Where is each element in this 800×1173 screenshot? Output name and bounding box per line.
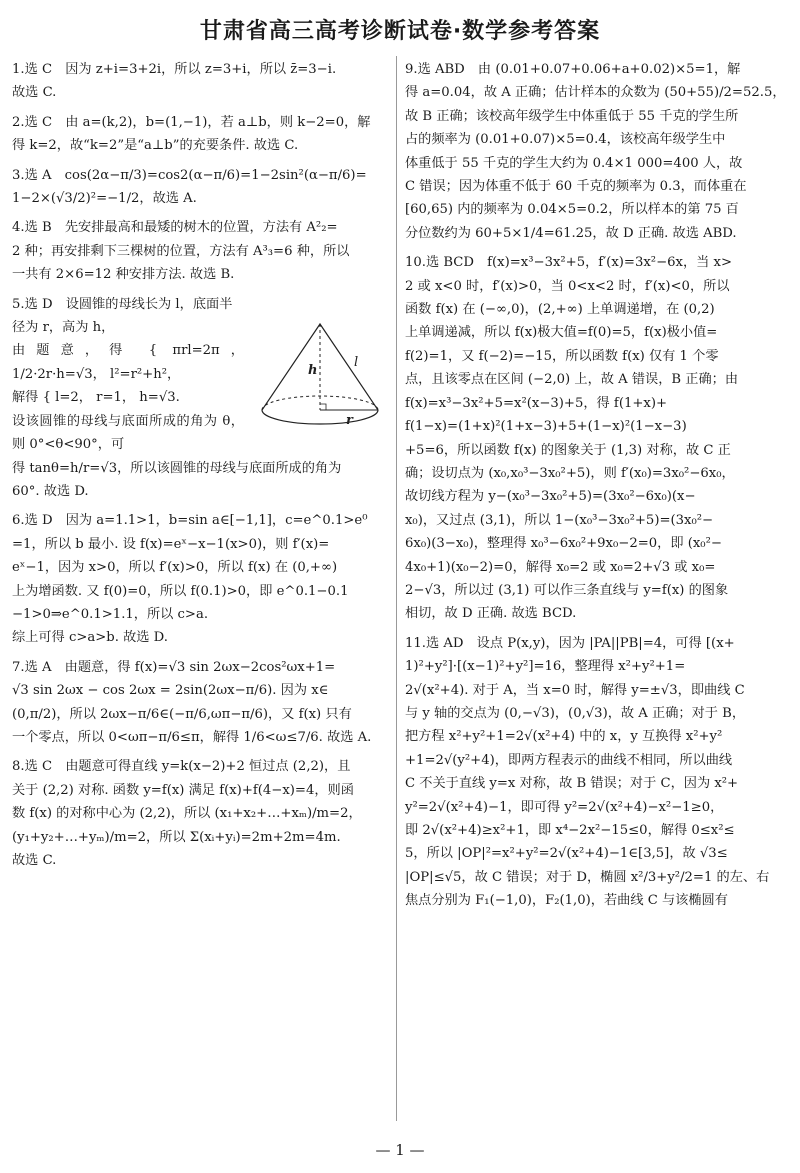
label-r: r xyxy=(346,413,353,429)
answer-line: 与 y 轴的交点为 (0,−√3)，(0,√3)，故 A 正确；对于 B， xyxy=(405,705,746,721)
answer-line: 9.选 ABD 由 (0.01+0.07+0.06+a+0.02)×5=1，解 xyxy=(405,62,741,77)
answer-line: 得 a=0.04，故 A 正确；估计样本的众数为 (50+55)/2=52.5， xyxy=(405,85,786,101)
answer-line: 故 B 正确；该校高年级学生中体重低于 55 千克的学生所 xyxy=(405,108,739,124)
answer-q7 xyxy=(12,656,390,750)
answer-line: 解得 { l=2， r=1， h=√3. xyxy=(12,390,180,406)
answer-q11 xyxy=(405,632,790,913)
answer-line: 1−2×(√3/2)²=−1/2，故选 A. xyxy=(12,191,197,207)
answer-line: 确；设切点为 (x₀,x₀³−3x₀²+5)，则 f′(x₀)=3x₀²−6x₀， xyxy=(405,465,735,481)
label-h: h xyxy=(308,363,318,379)
answer-line: 上单调递减，所以 f(x)极大值=f(0)=5，f(x)极小值= xyxy=(405,325,718,341)
answer-line: 4.选 B 先安排最高和最矮的树木的位置，方法有 A²₂= xyxy=(12,220,338,236)
answer-line: f(x)=x³−3x²+5=x²(x−3)+5，得 f(1+x)+ xyxy=(405,395,668,411)
answer-line: 1.选 C 因为 z+i=3+2i，所以 z=3+i，所以 z̄=3−i. xyxy=(12,62,337,77)
answer-line: f(1−x)=(1+x)²(1+x−3)+5+(1−x)²(1−x−3) xyxy=(405,419,687,435)
answer-line: y²=2√(x²+4)−1，即可得 y²=2√(x²+4)−x²−1≥0， xyxy=(405,799,724,815)
answer-line: 函数 f(x) 在 (−∞,0)，(2,+∞) 上单调递增，在 (0,2) xyxy=(405,302,715,318)
answer-line: 一共有 2×6=12 种安排方法. 故选 B. xyxy=(12,267,235,283)
answer-q4 xyxy=(12,216,390,286)
answer-line: 故切线方程为 y−(x₀³−3x₀²+5)=(3x₀²−6x₀)(x− xyxy=(405,489,696,505)
answer-line: 60°. 故选 D. xyxy=(12,483,89,499)
answer-line: +1=2√(y²+4)，即两方程表示的曲线不相同，所以曲线 xyxy=(405,752,733,768)
answer-q2 xyxy=(12,111,390,158)
answer-line: −1>0⇒e^0.1>1.1，所以 c>a. xyxy=(12,606,209,622)
answer-q5 xyxy=(12,293,390,504)
answer-line: (y₁+y₂+…+yₘ)/m=2，所以 Σ(xᵢ+yᵢ)=2m+2m=4m. xyxy=(12,829,341,845)
answer-line: 相切，故 D 正确. 故选 BCD. xyxy=(405,606,577,622)
answer-line: |OP|≤√5，故 C 错误；对于 D，椭圆 x²/3+y²/2=1 的左、右 xyxy=(405,869,770,885)
answer-line: 故选 C. xyxy=(12,853,57,868)
answer-q6 xyxy=(12,509,390,649)
answer-line: 数 f(x) 的对称中心为 (2,2)，所以 (x₁+x₂+…+xₘ)/m=2， xyxy=(12,806,362,822)
page-number: — 1 — xyxy=(375,1141,425,1159)
answer-line: 得 k=2，故“k=2”是“a⊥b”的充要条件. 故选 C. xyxy=(12,138,299,154)
answer-line: 把方程 x²+y²+1=2√(x²+4) 中的 x，y 互换得 x²+y² xyxy=(405,729,723,745)
answer-line: 故选 C. xyxy=(12,85,57,101)
answer-line: 径为 r，高为 h， xyxy=(12,320,115,336)
answer-line: 2√(x²+4). 对于 A，当 x=0 时，解得 y=±√3，即曲线 C xyxy=(405,682,745,698)
answer-line: (0,π/2)，所以 2ωx−π/6∈(−π/6,ωπ−π/6)，又 f(x) 只有 xyxy=(12,706,352,722)
answer-line: 10.选 BCD f(x)=x³−3x²+5，f′(x)=3x²−6x，当 x> xyxy=(405,255,733,271)
answer-line: 占的频率为 (0.01+0.07)×5=0.4，该校高年级学生中 xyxy=(405,132,726,148)
answer-line: 点，且该零点在区间 (−2,0) 上，故 A 错误，B 正确；由 xyxy=(405,372,739,388)
answer-line: 设该圆锥的母线与底面所成的角为 θ，则 0°<θ<90°，可 xyxy=(12,413,244,453)
answer-line: 2 种；再安排剩下三棵树的位置，方法有 A³₃=6 种，所以 xyxy=(12,243,350,259)
answer-line: 8.选 C 由题意可得直线 y=k(x−2)+2 恒过点 (2,2)，且 xyxy=(12,759,351,775)
answer-q9 xyxy=(405,58,790,245)
answer-line: 11.选 AD 设点 P(x,y)，因为 |PA||PB|=4，可得 [(x+ xyxy=(405,635,735,651)
answer-line: 5，所以 |OP|²=x²+y²=2√(x²+4)−1∈[3,5]，故 √3≤ xyxy=(405,846,728,862)
answer-line: 关于 (2,2) 对称. 函数 y=f(x) 满足 f(x)+f(4−x)=4，则函 xyxy=(12,782,354,798)
answer-line: 2.选 C 由 a=(k,2)，b=(1,−1)，若 a⊥b，则 k−2=0，解 xyxy=(12,114,371,130)
answer-line: 2 或 x<0 时，f′(x)>0，当 0<x<2 时，f′(x)<0，所以 xyxy=(405,278,730,294)
answer-line: 由题意，得 { πrl=2π， 1/2·2r·h=√3， l²=r²+h²， xyxy=(12,343,244,382)
answer-line: 一个零点，所以 0<ωπ−π/6≤π，解得 1/6<ω≤7/6. 故选 A. xyxy=(12,729,372,745)
answer-line: 上为增函数. 又 f(0)=0，所以 f(0.1)>0，即 e^0.1−0.1 xyxy=(12,583,349,599)
answer-line: 分位数约为 60+5×1/4=61.25，故 D 正确. 故选 ABD. xyxy=(405,225,737,241)
column-divider xyxy=(396,56,397,1121)
answer-line: 4x₀+1)(x₀−2)=0，解得 x₀=2 或 x₀=2+√3 或 x₀= xyxy=(405,559,716,575)
answer-line: x₀)，又过点 (3,1)，所以 1−(x₀³−3x₀²+5)=(3x₀²− xyxy=(405,512,714,528)
answer-line: 6x₀)(3−x₀)，整理得 x₀³−6x₀²+9x₀−2=0，即 (x₀²− xyxy=(405,536,722,552)
answer-q8 xyxy=(12,755,390,872)
answer-line: 得 tanθ=h/r=√3，所以该圆锥的母线与底面所成的角为 xyxy=(12,460,342,476)
right-column xyxy=(405,58,790,919)
answer-line: 5.选 D 设圆锥的母线长为 l，底面半 xyxy=(12,296,233,312)
answer-line: =1，所以 b 最小. 设 f(x)=eˣ−x−1(x>0)，则 f′(x)= xyxy=(12,536,330,552)
answer-line: +5=6，所以函数 f(x) 的图象关于 (1,3) 对称，故 C 正 xyxy=(405,442,731,458)
page-title: 甘肃省高三高考诊断试卷·数学参考答案 xyxy=(199,19,601,44)
answer-line: f(2)=1，又 f(−2)=−15，所以函数 f(x) 仅有 1 个零 xyxy=(405,348,719,364)
answer-line: 综上可得 c>a>b. 故选 D. xyxy=(12,630,168,646)
answer-line: eˣ−1，因为 x>0，所以 f′(x)>0，所以 f(x) 在 (0,+∞) xyxy=(12,560,338,576)
answer-q1 xyxy=(12,58,390,105)
answer-line: 2−√3，所以过 (3,1) 可以作三条直线与 y=f(x) 的图象 xyxy=(405,582,729,598)
answer-line: [60,65) 内的频率为 0.04×5=0.2，所以样本的第 75 百 xyxy=(405,202,739,218)
answer-q3 xyxy=(12,164,390,211)
answer-line: 1)²+y²]·[(x−1)²+y²]=16，整理得 x²+y²+1= xyxy=(405,659,686,675)
answer-line: 即 2√(x²+4)≥x²+1，即 x⁴−2x²−15≤0，解得 0≤x²≤ xyxy=(405,823,735,838)
answer-line: C 错误；因为体重不低于 60 千克的频率为 0.3，而体重在 xyxy=(405,179,747,195)
answer-line: 体重低于 55 千克的学生大约为 0.4×1 000=400 人，故 xyxy=(405,155,743,171)
answer-line: 焦点分别为 F₁(−1,0)，F₂(1,0)，若曲线 C 与该椭圆有 xyxy=(405,893,728,909)
answer-line: 7.选 A 由题意，得 f(x)=√3 sin 2ωx−2cos²ωx+1= xyxy=(12,659,336,675)
answer-line: 3.选 A cos(2α−π/3)=cos2(α−π/6)=1−2sin²(α−π/6)= xyxy=(12,167,367,183)
label-l: l xyxy=(354,355,359,371)
answer-line: √3 sin 2ωx − cos 2ωx = 2sin(2ωx−π/6). 因为 x∈ xyxy=(12,683,329,699)
left-column xyxy=(12,58,390,878)
answer-q10 xyxy=(405,251,790,626)
cone-diagram xyxy=(250,316,390,436)
answer-line: 6.选 D 因为 a=1.1>1，b=sin a∈[−1,1]，c=e^0.1>e⁰ xyxy=(12,513,368,529)
answer-line: C 不关于直线 y=x 对称，故 B 错误；对于 C，因为 x²+ xyxy=(405,776,739,792)
